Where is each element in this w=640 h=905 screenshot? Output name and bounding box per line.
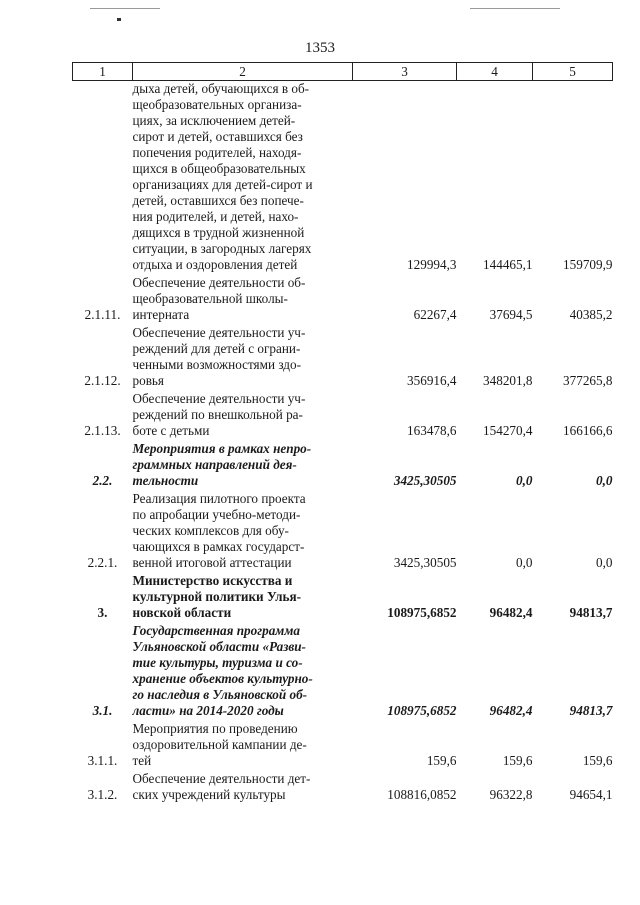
- table-row: [73, 771, 613, 805]
- row-value-col4: 0,0: [516, 555, 533, 570]
- table-row: [73, 81, 613, 276]
- page-number: 1353: [305, 40, 335, 56]
- row-value-col5: 166166,6: [563, 423, 613, 438]
- column-header-1: 1: [73, 63, 133, 81]
- column-header-3: 3: [353, 63, 457, 81]
- row-number: 3.: [97, 605, 108, 620]
- row-value-col4: 96482,4: [489, 605, 533, 620]
- table-row: [73, 325, 613, 391]
- row-number: 2.1.13.: [84, 423, 121, 438]
- row-number: 3.1.2.: [87, 787, 118, 802]
- row-description: Обеспечение деятельности уч- реждений по внешкольной ра- боте с детьми: [132, 391, 306, 438]
- row-value-col3: 356916,4: [407, 373, 457, 388]
- scan-artifact-line: [90, 8, 160, 9]
- row-description: Реализация пилотного проекта по апробации учебно-методи- ческих комплексов для обу- чающихся в рамках государст- венной итоговой аттестации: [132, 491, 306, 570]
- column-header-2: 2: [133, 63, 353, 81]
- row-value-col4: 159,6: [502, 753, 533, 768]
- row-value-col4: 0,0: [516, 473, 533, 488]
- row-value-col5: 94813,7: [569, 605, 613, 620]
- row-value-col4: 37694,5: [489, 307, 533, 322]
- row-number: [73, 81, 133, 276]
- row-value-col4: 96322,8: [489, 787, 533, 802]
- budget-table: [72, 62, 613, 805]
- row-value-col3: 62267,4: [413, 307, 457, 322]
- row-number: 3.1.: [92, 703, 113, 718]
- row-value-col3: 129994,3: [407, 257, 457, 272]
- row-value-col3: 3425,30505: [393, 473, 457, 488]
- row-description: дыха детей, обучающихся в об- щеобразовательных организа- циях, за исключением детей- сирот и детей, оставшихся без попечения родителей, находя- щихся в общеобразовательных организациях для детей-сирот и детей, оставшихся без попече- ния родителей, и детей, нахо- дящихся в трудной жизненной ситуации, в загородных лагерях отдыха и оздоровления детей: [132, 81, 313, 272]
- row-value-col5: 0,0: [596, 473, 613, 488]
- row-value-col4: 96482,4: [489, 703, 533, 718]
- column-header-5: 5: [533, 63, 613, 81]
- row-value-col3: 108816,0852: [387, 787, 457, 802]
- row-value-col3: 108975,6852: [387, 605, 457, 620]
- row-value-col5: 0,0: [596, 555, 613, 570]
- row-value-col3: 159,6: [426, 753, 457, 768]
- row-value-col4: 348201,8: [483, 373, 533, 388]
- table-row: [73, 275, 613, 325]
- table-header-row: [73, 63, 613, 81]
- row-number: 3.1.1.: [87, 753, 118, 768]
- row-number: 2.2.: [92, 473, 113, 488]
- scan-artifact-line: [470, 8, 560, 9]
- row-value-col5: 40385,2: [569, 307, 613, 322]
- row-value-col4: 144465,1: [483, 257, 533, 272]
- table-row-section: [73, 573, 613, 623]
- row-value-col5: 159709,9: [563, 257, 613, 272]
- row-value-col5: 94813,7: [569, 703, 613, 718]
- table-row-subsection: [73, 623, 613, 721]
- row-number: 2.1.11.: [84, 307, 121, 322]
- row-description: Обеспечение деятельности об- щеобразовательной школы- интерната: [132, 275, 306, 322]
- column-header-4: 4: [457, 63, 533, 81]
- row-description: Министерство искусства и культурной политики Улья- новской области: [132, 573, 302, 620]
- row-value-col3: 163478,6: [407, 423, 457, 438]
- row-value-col3: 108975,6852: [387, 703, 457, 718]
- row-value-col3: 3425,30505: [393, 555, 457, 570]
- scan-artifact-mark: [117, 18, 121, 21]
- row-number: 2.2.1.: [87, 555, 118, 570]
- row-value-col5: 94654,1: [569, 787, 613, 802]
- row-description: Обеспечение деятельности уч- реждений для детей с ограни- ченными возможностями здо- ровья: [132, 325, 306, 388]
- row-value-col5: 159,6: [582, 753, 613, 768]
- table-row-subsection: [73, 441, 613, 491]
- table-row: [73, 491, 613, 573]
- table-row: [73, 391, 613, 441]
- row-description: Мероприятия в рамках непро- граммных направлений дея- тельности: [132, 441, 312, 488]
- row-value-col4: 154270,4: [483, 423, 533, 438]
- row-number: 2.1.12.: [84, 373, 121, 388]
- row-value-col5: 377265,8: [563, 373, 613, 388]
- row-description: Обеспечение деятельности дет- ских учреждений культуры: [132, 771, 311, 802]
- row-description: Государственная программа Ульяновской области «Разви- тие культуры, туризма и со- хранение объектов культурно- го наследия в Ульяновской об- ласти» на 2014-2020 годы: [132, 623, 313, 718]
- table-row: [73, 721, 613, 771]
- row-description: Мероприятия по проведению оздоровительной кампании де- тей: [132, 721, 307, 768]
